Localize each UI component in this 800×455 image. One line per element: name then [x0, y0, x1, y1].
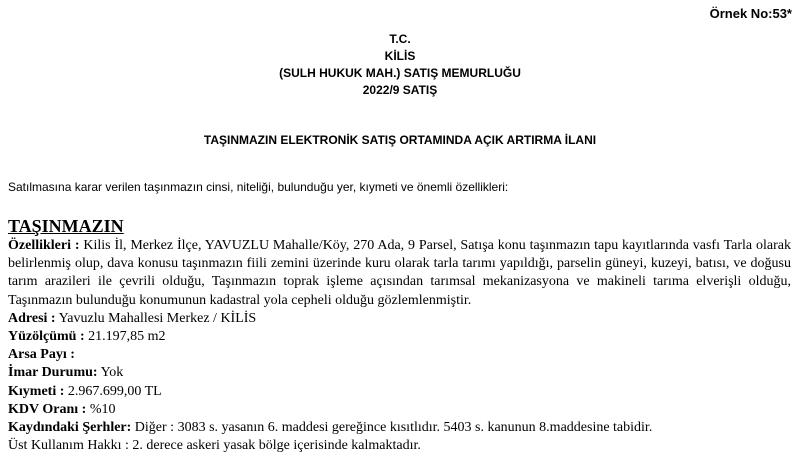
field-area	[8, 328, 791, 346]
field-value: %10	[89, 401, 116, 417]
field-annotations	[8, 419, 791, 437]
property-details	[8, 237, 791, 455]
field-label: KDV Oranı :	[8, 401, 87, 417]
features-value: Kilis İl, Merkez İlçe, YAVUZLU Mahalle/Köy, 270 Ada, 9 Parsel, Satışa konu taşınmazın tapu kayıtlarında vasfı Tarla olarak belirlenmiş olup, dava konusu taşınmazın fiili zemini üzerinde kuru olarak tarla tarımı yapıldığı, parselin güneyi, kuzeyi, batısı, ve doğusu tarım arazileri ile çevrili olduğu, Taşınmazın toprak işleme açısından tarımsal mekanizasyona ve makineli tarıma elverişli olduğu, Taşınmazın bulunduğu konumunun kadastral yola cepheli olduğu gözlemlenmiştir.	[8, 238, 791, 308]
field-usage-right: Üst Kullanım Hakkı : 2. derece askeri yasak bölge içerisinde kalmaktadır.	[8, 438, 421, 454]
field-vat-rate	[8, 401, 791, 419]
field-label: Adresi :	[8, 310, 56, 326]
ornek-no: Örnek No:53*	[709, 6, 792, 21]
field-value: Yok	[100, 365, 124, 381]
section-title: TAŞINMAZIN	[8, 216, 124, 236]
field-value: 21.197,85 m2	[88, 329, 166, 345]
field-value: Yavuzlu Mahallesi Merkez / KİLİS	[58, 310, 257, 326]
header-city: KİLİS	[384, 49, 416, 63]
header-office: (SULH HUKUK MAH.) SATIŞ MEMURLUĞU	[279, 66, 521, 80]
field-value-amount	[8, 383, 791, 401]
field-zoning	[8, 364, 791, 382]
field-address	[8, 310, 791, 328]
announcement-title: TAŞINMAZIN ELEKTRONİK SATIŞ ORTAMINDA AÇIK ARTIRMA İLANI	[203, 133, 597, 147]
field-label: Kıymeti :	[8, 383, 65, 399]
property-features	[8, 237, 791, 310]
field-label: İmar Durumu:	[8, 365, 98, 381]
field-land-share	[8, 346, 791, 364]
field-label: Kaydındaki Şerhler:	[8, 420, 132, 436]
field-label: Yüzölçümü :	[8, 329, 85, 345]
intro-text: Satılmasına karar verilen taşınmazın cinsi, niteliği, bulunduğu yer, kıymeti ve önemli özellikleri:	[8, 180, 509, 194]
field-label: Arsa Payı :	[8, 347, 75, 363]
field-value: Diğer : 3083 s. yasanın 6. maddesi gereğince kısıtlıdır. 5403 s. kanunun 8.maddesine tabidir.	[134, 420, 653, 436]
features-label: Özellikleri :	[8, 238, 80, 253]
document-header	[0, 31, 800, 99]
header-case-no: 2022/9 SATIŞ	[362, 83, 438, 97]
field-value: 2.967.699,00 TL	[67, 383, 162, 399]
header-tc: T.C.	[389, 32, 411, 46]
